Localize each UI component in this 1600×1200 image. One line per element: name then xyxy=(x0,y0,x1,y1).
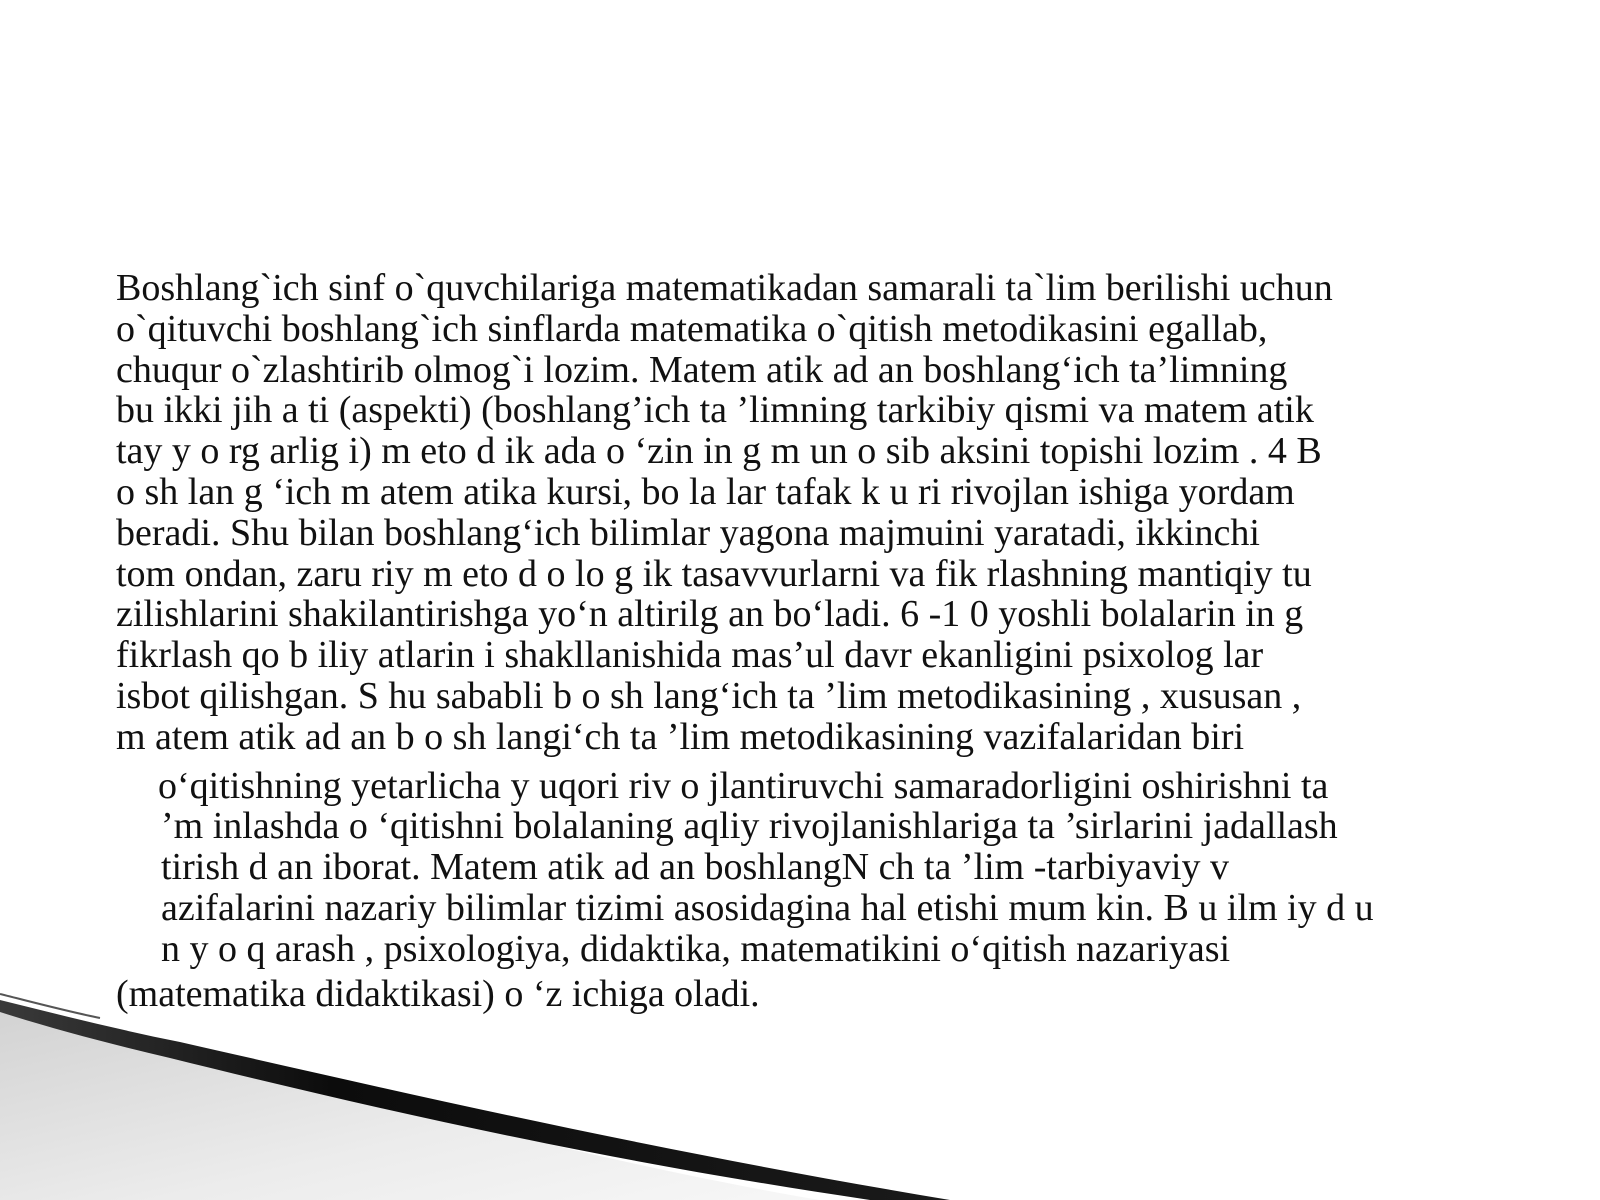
text-line: o`qituvchi boshlang`ich sinflarda matematika o`qitish metodikasini egallab, xyxy=(116,307,1268,350)
text-line: isbot qilishgan. S hu sababli b o sh lang‘ich ta ’lim metodikasining , xususan , xyxy=(116,674,1302,717)
text-line: tom ondan, zaru riy m eto d o lo g ik tasavvurlarni va fik rlashning mantiqiy tu xyxy=(116,552,1312,595)
text-line: n y o q arash , psixologiya, didaktika, matematikini o‘qitish nazariyasi xyxy=(161,927,1231,970)
text-line: azifalarini nazariy bilimlar tizimi asosidagina hal etishi mum kin. B u ilm iy d u xyxy=(161,886,1374,929)
text-line: zilishlarini shakilantirishga yo‘n altirilg an bo‘ladi. 6 -1 0 yoshli bolalarin in g xyxy=(116,593,1304,636)
text-line: o‘qitishning yetarlicha y uqori riv o jlantiruvchi samaradorligini oshirishni ta xyxy=(158,764,1329,807)
text-line: fikrlash qo b iliy atlarin i shakllanishida mas’ul davr ekanligini psixolog lar xyxy=(116,634,1264,677)
paragraph-2 xyxy=(116,766,1516,970)
text-line: chuqur o`zlashtirib olmog`i lozim. Matem atik ad an boshlang‘ich ta’limning xyxy=(116,348,1288,391)
text-line: ’m inlashda o ‘qitishni bolalaning aqliy rivojlanishlariga ta ’sirlarini jadallash xyxy=(161,805,1338,848)
paragraph-3 xyxy=(116,974,1516,1015)
text-line: o sh lan g ‘ich m atem atika kursi, bo la lar tafak k u ri rivojlan ishiga yordam xyxy=(116,470,1295,513)
text-line: bu ikki jih a ti (aspekti) (boshlang’ich ta ’limning tarkibiy qismi va matem atik xyxy=(116,389,1314,432)
text-line: m atem atik ad an b o sh langi‘ch ta ’lim metodikasining vazifalaridan biri xyxy=(116,715,1245,758)
text-line: beradi. Shu bilan boshlang‘ich bilimlar yagona majmuini yaratadi, ikkinchi xyxy=(116,511,1260,554)
slide-body-text xyxy=(116,268,1516,1014)
text-line: Boshlang`ich sinf o`quvchilariga matematikadan samarali ta`lim berilishi uchun xyxy=(116,267,1333,309)
text-line: tirish d an iborat. Matem atik ad an boshlangN ch ta ’lim -tarbiyaviy v xyxy=(161,846,1229,889)
paragraph-1 xyxy=(116,268,1516,758)
text-line: tay y o rg arlig i) m eto d ik ada o ‘zin in g m un o sib aksini topishi lozim . 4 B xyxy=(116,430,1322,473)
text-line: (matematika didaktikasi) o ‘z ichiga oladi. xyxy=(116,972,760,1015)
